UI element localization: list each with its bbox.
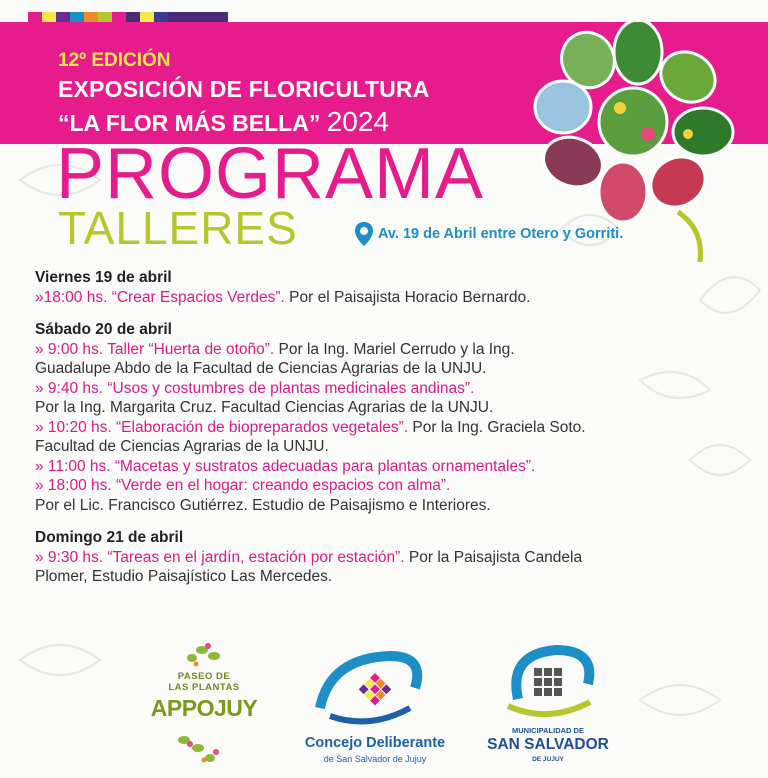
concejo-emblem-icon [290,648,460,733]
day-heading: Domingo 21 de abril [35,529,184,546]
edition-label: 12º EDICIÓN [58,50,171,71]
appojuy-wordmark: APPOJUY [150,695,258,721]
session-details: Por el Paisajista Horacio Bernardo. [284,288,531,306]
session-title: »18:00 hs. “Crear Espacios Verdes”. [35,288,285,306]
day-heading: Viernes 19 de abril [35,269,172,286]
municipalidad-logo [478,644,618,774]
municipalidad-top-text: MUNICIPALIDAD DE [512,726,584,735]
schedule-item [35,340,755,360]
event-year: 2024 [326,106,390,137]
schedule-item [35,548,755,568]
schedule [35,268,755,587]
concejo-subtitle: de San Salvador de Jujuy [323,754,427,764]
schedule-item [35,288,755,308]
location-pin-icon [354,221,374,247]
session-title: » 18:00 hs. “Verde en el hogar: creando espacios con alma”. [35,477,451,494]
concejo-deliberante-logo [290,648,460,773]
session-details: Por la Ing. Mariel Cerrudo y la Ing. [274,340,515,358]
session-details-line: Por la Ing. Margarita Cruz. Facultad Ciencias Agrarias de la UNJU. [35,399,494,416]
session-details: Por la Paisajista Candela [404,548,583,566]
concejo-name: Concejo Deliberante [304,735,446,751]
event-subtitle: “LA FLOR MÁS BELLA” [58,110,321,136]
appojuy-logo [144,640,264,770]
session-title: » 10:20 hs. “Elaboración de biopreparados vegetales”. [35,418,409,436]
address [354,221,623,247]
session-title: » 9:30 hs. “Tareas en el jardín, estación por estación”. [35,548,405,566]
municipalidad-name: SAN SALVADOR [487,736,609,753]
session-details-line: Facultad de Ciencias Agrarias de la UNJU. [35,438,329,455]
session-details-line: Por el Lic. Francisco Gutiérrez. Estudio de Paisajismo e Interiores. [35,496,491,514]
event-title-line1: EXPOSICIÓN DE FLORICULTURA [58,76,430,102]
session-details: Por la Ing. Graciela Soto. [408,418,586,436]
appojuy-tagline: PASEO DE LAS PLANTAS [168,671,240,693]
municipal-emblem-icon [478,644,618,724]
session-details-line: Guadalupe Abdo de la Facultad de Ciencias Agrarias de la UNJU. [35,360,487,377]
address-text: Av. 19 de Abril entre Otero y Gorriti. [378,226,624,242]
session-title: » 11:00 hs. “Macetas y sustratos adecuadas para plantas ornamentales”. [35,457,536,475]
day-heading: Sábado 20 de abril [35,321,172,338]
page-title: PROGRAMA [56,134,485,214]
session-title: » 9:00 hs. Taller “Huerta de otoño”. [35,340,275,358]
schedule-item [35,418,755,438]
municipalidad-bottom-text: DE JUJUY [532,756,564,763]
session-details-line: Plomer, Estudio Paisajístico Las Mercedes. [35,568,333,585]
sponsor-logos [0,640,768,778]
session-title: » 9:40 hs. “Usos y costumbres de plantas medicinales andinas”. [35,379,475,397]
page-subtitle: TALLERES [58,202,298,254]
